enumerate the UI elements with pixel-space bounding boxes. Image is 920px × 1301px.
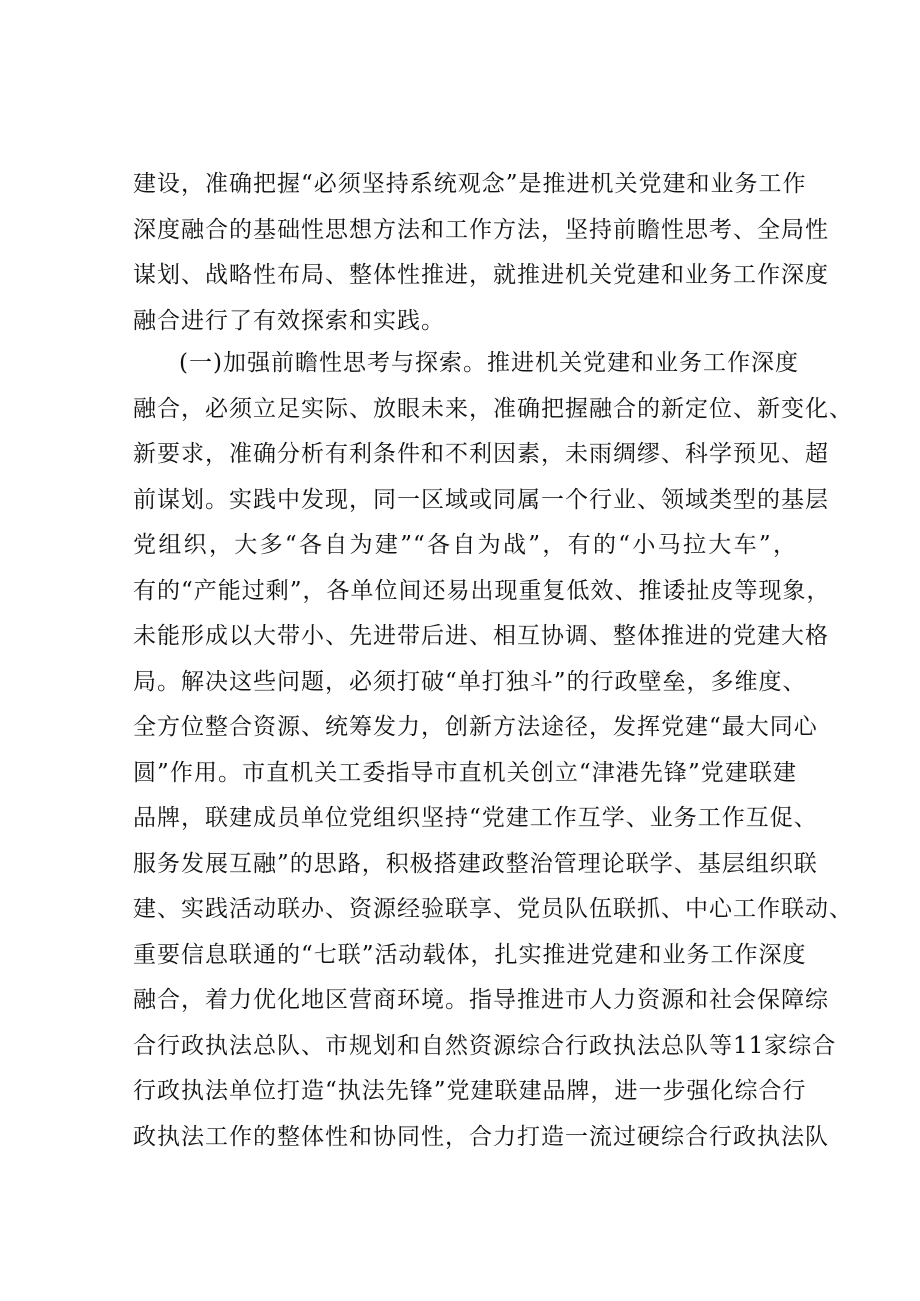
paragraph-2 xyxy=(133,341,853,1160)
paragraph-line: 合行政执法总队、市规划和自然资源综合行政执法总队等11家综合 xyxy=(133,1032,837,1059)
paragraph-line: 全方位整合资源、统筹发力，创新方法途径，发挥党建“最大同心 xyxy=(133,714,818,740)
paragraph-line: 服务发展互融”的思路，积极搭建政整治管理论联学、基层组织联 xyxy=(133,850,818,877)
paragraph-line: 未能形成以大带小、先进带后进、相互协调、整体推进的党建大格 xyxy=(133,623,829,649)
paragraph-line: 新要求，准确分析有利条件和不利因素，未雨绸缪、科学预见、超 xyxy=(133,441,829,467)
paragraph-line: 融合进行了有效探索和实践。 xyxy=(133,307,445,334)
paragraph-line: 建、实践活动联办、资源经验联享、党员队伍联抓、中心工作联动、 xyxy=(133,896,853,922)
paragraph-line: 重要信息联通的“七联”活动载体，扎实推进党建和业务工作深度 xyxy=(133,941,807,968)
paragraph-line: 前谋划。实践中发现，同一区域或同属一个行业、领域类型的基层 xyxy=(133,486,829,513)
paragraph-line: 政执法工作的整体性和协同性，合力打造一流过硬综合行政执法队 xyxy=(133,1123,829,1150)
paragraph-line: 谋划、战略性布局、整体性推进，就推进机关党建和业务工作深度 xyxy=(133,262,829,288)
paragraph-line: 行政执法单位打造“执法先锋”党建联建品牌，进一步强化综合行 xyxy=(133,1078,807,1104)
paragraph-line: 深度融合的基础性思想方法和工作方法，坚持前瞻性思考、全局性 xyxy=(133,216,829,243)
paragraph-line: 局。解决这些问题，必须打破“单打独斗”的行政壁垒，多维度、 xyxy=(133,668,807,695)
paragraph-line: 党组织，大多“各自为建”“各自为战”，有的“小马拉大车”， xyxy=(133,532,797,558)
paragraph-line: 融合，着力优化地区营商环境。指导推进市人力资源和社会保障综 xyxy=(133,987,829,1013)
paragraph-line: 建设，准确把握“必须坚持系统观念”是推进机关党建和业务工作 xyxy=(133,171,807,197)
section-heading-line: (一)加强前瞻性思考与探索。推进机关党建和业务工作深度 xyxy=(179,350,799,376)
paragraph-line: 有的“产能过剩”，各单位间还易出现重复低效、推诿扯皮等现象， xyxy=(133,577,831,604)
paragraph-line: 品牌，联建成员单位党组织坚持“党建工作互学、业务工作互促、 xyxy=(133,805,818,831)
paragraph-1 xyxy=(133,162,829,344)
paragraph-line: 融合，必须立足实际、放眼未来，准确把握融合的新定位、新变化、 xyxy=(133,395,853,422)
paragraph-line: 圆”作用。市直机关工委指导市直机关创立“津港先锋”党建联建 xyxy=(133,759,797,786)
